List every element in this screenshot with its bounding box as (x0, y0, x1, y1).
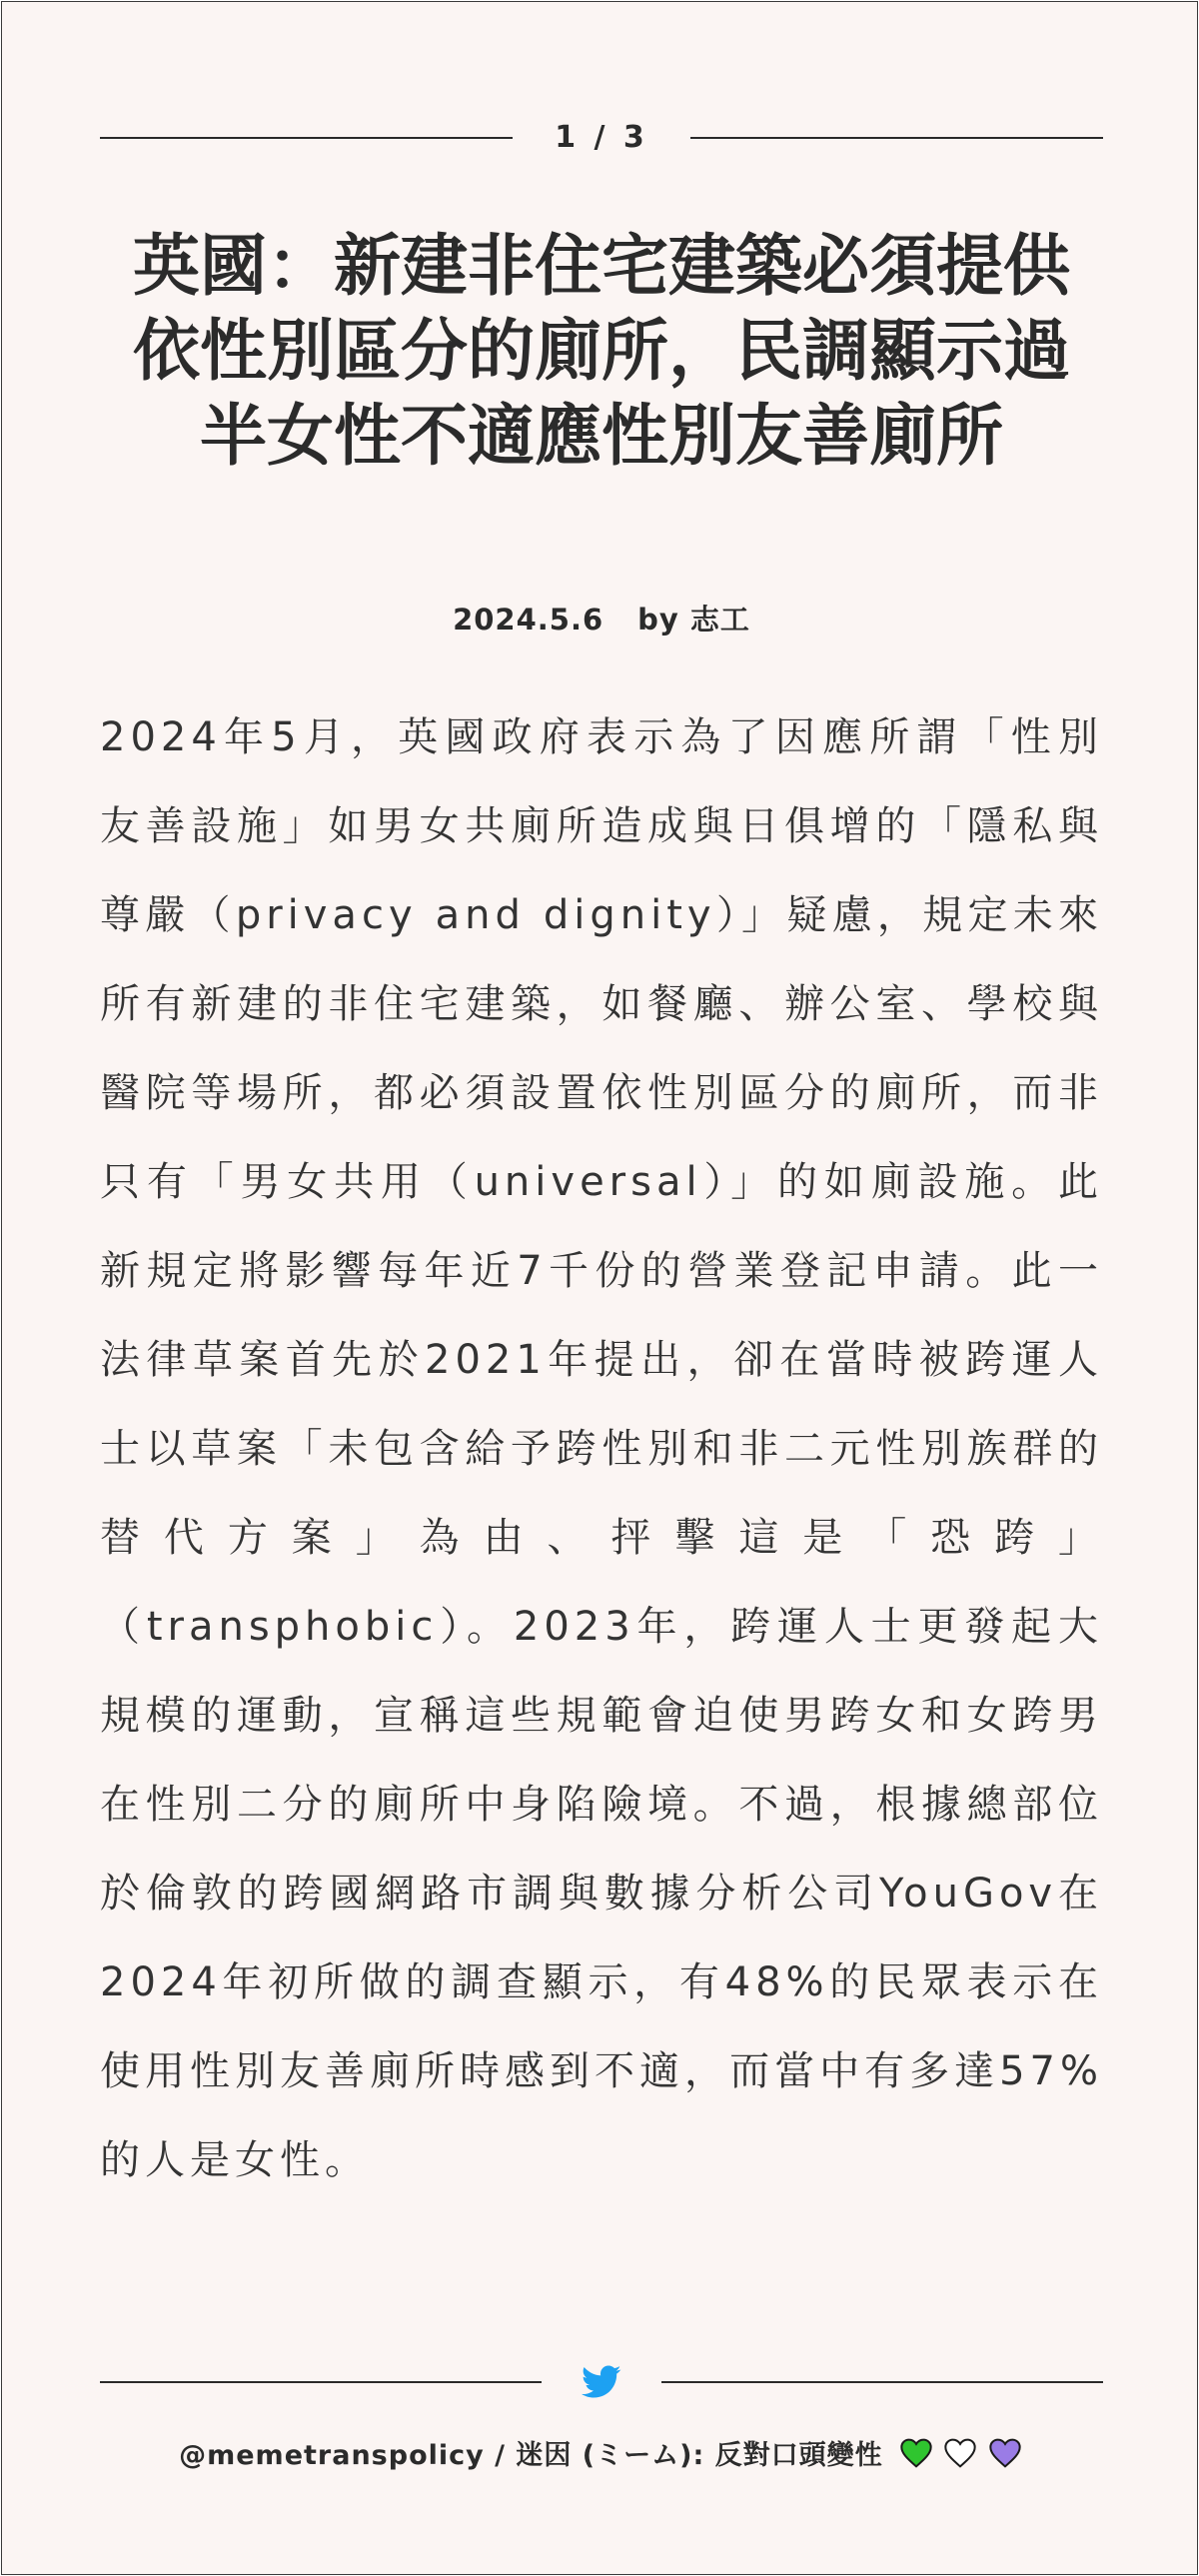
divider-right (661, 2381, 1103, 2383)
article-title: 英國：新建非住宅建築必須提供依性別區分的廁所，民調顯示過半女性不適應性別友善廁所 (133, 227, 1070, 475)
footer-credit (2, 2433, 1199, 2475)
white-heart-icon (944, 2438, 976, 2468)
author: by 志工 (637, 603, 750, 637)
twitter-bird-icon (582, 2365, 621, 2399)
green-heart-icon (900, 2438, 932, 2468)
article-body: 2024年5月，英國政府表示為了因應所謂「性別友善設施」如男女共廁所造成與日俱增的「隱私與尊嚴（privacy and dignity）」疑慮，規定未來所有新建的非住宅建築，如餐廳、辦公室、學校與醫院等場所，都必須設置依性別區分的廁所，而非只有「男女共用（universal）」的如廁設施。此新規定將影響每年近7千份的營業登記申請。此一法律草案首先於2021年提出，卻在當時被跨運人士以草案「未包含給予跨性別和非二元性別族群的替代方案」為由、抨擊這是「恐跨」（transphobic）。2023年，跨運人士更發起大規模的運動，宣稱這些規範會迫使男跨女和女跨男在性別二分的廁所中身陷險境。不過，根據總部位於倫敦的跨國網路市調與數據分析公司YouGov在2024年初所做的調查顯示，有48%的民眾表示在使用性別友善廁所時感到不適，而當中有多達57%的人是女性。 (100, 714, 1103, 2183)
credit-text: @memetranspolicy / 迷因 (ミーム): 反對口頭變性 (179, 2440, 883, 2471)
hearts-group (899, 2438, 1022, 2475)
publish-date: 2024.5.6 (453, 603, 604, 637)
footer-divider-row (100, 2365, 1103, 2399)
byline (100, 598, 1103, 639)
post-card (1, 1, 1198, 2575)
purple-heart-icon (989, 2438, 1021, 2468)
divider-left (100, 2381, 542, 2383)
page-counter-row (100, 120, 1103, 155)
page-counter: 1 / 3 (555, 120, 648, 155)
divider-left (100, 137, 513, 139)
divider-right (690, 137, 1103, 139)
